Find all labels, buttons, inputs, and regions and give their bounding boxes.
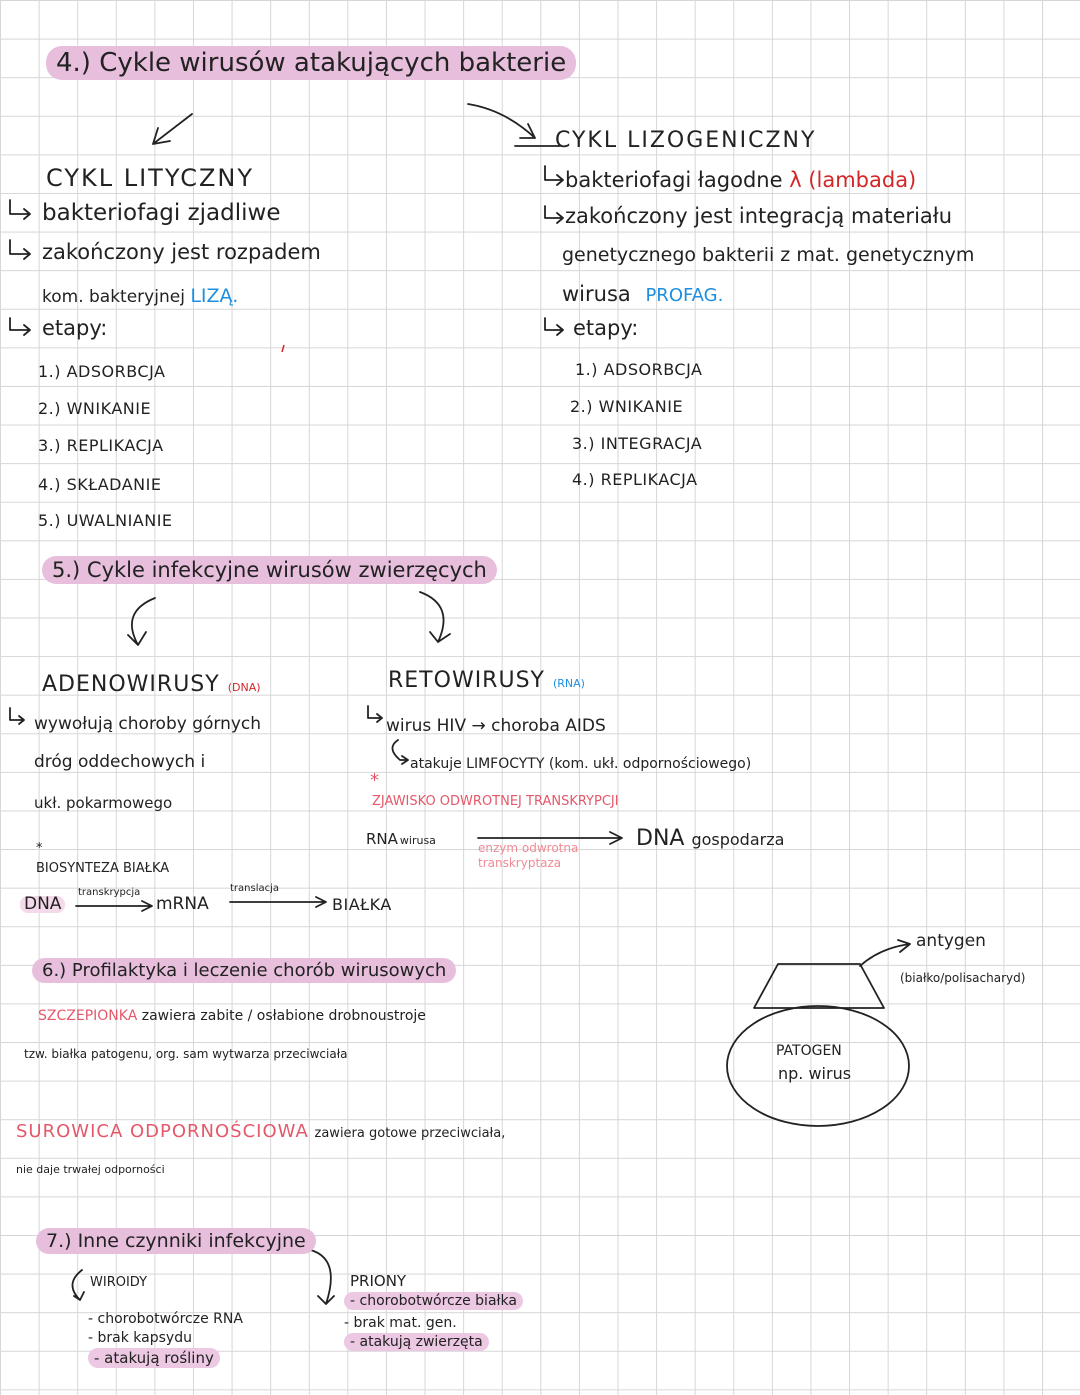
antigen-label: antygen (916, 931, 986, 951)
lytic-point2b-text: kom. bakteryjnej (42, 287, 185, 307)
prions-item: - brak mat. gen. (344, 1315, 457, 1331)
arrow-to-retro (420, 592, 450, 642)
lysogenic-tag: λ (lambada) (789, 168, 917, 192)
lysogenic-point1-text: bakteriofagi łagodne (565, 168, 783, 192)
lysogenic-point1 (565, 170, 916, 191)
bullet-arrow (10, 318, 30, 335)
section6-title: 6.) Profilaktyka i leczenie chorób wirusowych (32, 962, 456, 980)
retro-rna-sub: wirusa (399, 834, 436, 847)
transcription-arrow (76, 901, 152, 911)
lytic-step: 1.) ADSORBCJA (38, 362, 166, 381)
retro-enzyme2: transkryptaza (478, 856, 562, 870)
pathogen-example: np. wirus (778, 1064, 852, 1083)
lysogenic-step: 2.) WNIKANIE (570, 397, 684, 416)
bio-dna: DNA (20, 896, 65, 913)
bullet-arrow (368, 706, 382, 722)
bio-mrna: mRNA (156, 894, 209, 914)
arrow-to-adeno (128, 598, 155, 645)
vaccine-term: SZCZEPIONKA (38, 1008, 138, 1024)
serum-line2: nie daje trwałej odporności (16, 1163, 165, 1176)
lytic-step: 5.) UWALNIANIE (38, 511, 173, 530)
adeno-line3: ukł. pokarmowego (34, 794, 173, 812)
arrow-to-viroids (72, 1270, 84, 1300)
viroids-heading: WIROIDY (90, 1275, 148, 1290)
adeno-line1: wywołują choroby górnych (34, 714, 262, 734)
lysogenic-step: 4.) REPLIKACJA (572, 470, 698, 489)
bio-translation-label: translacja (230, 883, 280, 894)
lysogenic-tag2: PROFAG. (645, 285, 724, 306)
antigen-note: (białko/polisacharyd) (900, 971, 1026, 985)
lytic-point2b (42, 287, 238, 306)
retro-line2: atakuje LIMFOCYTY (kom. ukł. odpornościowego) (410, 756, 752, 772)
retro-heading (388, 670, 585, 692)
serum-text1: zawiera gotowe przeciwciała, (314, 1126, 506, 1141)
lysogenic-point2c-text: wirusa (562, 282, 631, 306)
vaccine-line2: tzw. białka patogenu, org. sam wytwarza przeciwciała (24, 1047, 348, 1061)
lysogenic-heading: CYKL LIZOGENICZNY (555, 128, 817, 153)
adeno-tag: (DNA) (227, 681, 261, 694)
viroids-item: - atakują rośliny (88, 1351, 220, 1366)
lysogenic-point2: zakończony jest integracją materiału (565, 204, 953, 228)
retro-rna (366, 832, 436, 847)
biosynthesis-title: BIOSYNTEZA BIAŁKA (36, 861, 170, 876)
retro-star: * (370, 770, 379, 791)
bio-transcription-label: transkrypcja (78, 887, 141, 898)
adeno-heading-text: ADENOWIRUSY (42, 672, 220, 697)
retro-line1: wirus HIV → choroba AIDS (386, 716, 606, 736)
serum-term: SUROWICA ODPORNOŚCIOWA (16, 1121, 309, 1142)
retro-dna-text: DNA (636, 826, 685, 851)
antigen-shape (754, 964, 884, 1008)
retro-enzyme1: enzym odwrotna (478, 841, 579, 855)
retro-rna-text: RNA (366, 830, 398, 848)
retro-dna (636, 828, 784, 850)
pathogen-label: PATOGEN (776, 1043, 842, 1059)
bullet-arrow (545, 318, 563, 335)
lysogenic-point2c (562, 284, 723, 305)
arrow-to-lysogenic (468, 104, 535, 138)
bullet-arrow (10, 240, 30, 259)
viroids-item: - chorobotwórcze RNA (88, 1311, 243, 1327)
lysogenic-point3: etapy: (573, 316, 639, 340)
section7-title: 7.) Inne czynniki infekcyjne (36, 1232, 316, 1251)
red-mark (282, 345, 284, 352)
lysogenic-step: 1.) ADSORBCJA (575, 360, 703, 379)
bullet-arrow (10, 200, 30, 219)
antigen-arrow (860, 940, 910, 966)
prions-item: - chorobotwórcze białka (344, 1294, 523, 1308)
bullet-arrow (545, 206, 563, 223)
bullet-arrow (10, 708, 24, 724)
lytic-point3: etapy: (42, 316, 108, 340)
lytic-tag: LIZĄ. (190, 285, 239, 307)
adeno-heading (42, 674, 261, 696)
lytic-step: 4.) SKŁADANIE (38, 475, 162, 494)
bullet-arrow (545, 166, 563, 185)
lytic-step: 3.) REPLIKACJA (38, 436, 164, 455)
bio-protein: BIAŁKA (332, 895, 392, 914)
retro-dna-sub: gospodarza (691, 830, 785, 849)
lytic-point2: zakończony jest rozpadem (42, 240, 321, 264)
vaccine-text1: zawiera zabite / osłabione drobnoustroje (141, 1008, 426, 1024)
adeno-star: * (36, 841, 43, 856)
retro-heading-text: RETOWIRUSY (388, 668, 545, 693)
arrow-to-lytic (153, 114, 192, 144)
lysogenic-point2b: genetycznego bakterii z mat. genetycznym (562, 244, 975, 266)
vaccine-line1 (38, 1009, 426, 1023)
viroids-item: - brak kapsydu (88, 1330, 192, 1346)
translation-arrow (230, 897, 326, 907)
lytic-step: 2.) WNIKANIE (38, 399, 152, 418)
lysogenic-step: 3.) INTEGRACJA (572, 434, 703, 453)
bullet-curve (392, 740, 408, 764)
arrow-to-prions (290, 1248, 334, 1304)
lytic-point1: bakteriofagi zjadliwe (42, 200, 281, 226)
serum-line1 (16, 1123, 505, 1141)
lytic-heading: CYKL LITYCZNY (46, 164, 255, 192)
prions-heading: PRIONY (350, 1272, 407, 1290)
retro-tag: (RNA) (552, 677, 585, 690)
section5-title: 5.) Cykle infekcyjne wirusów zwierzęcych (42, 560, 497, 581)
retro-phenomenon: ZJAWISKO ODWROTNEJ TRANSKRYPCJI (372, 794, 619, 809)
prions-item: - atakują zwierzęta (344, 1335, 489, 1349)
section4-title: 4.) Cykle wirusów atakujących bakterie (46, 50, 576, 76)
adeno-line2: dróg oddechowych i (34, 752, 206, 772)
